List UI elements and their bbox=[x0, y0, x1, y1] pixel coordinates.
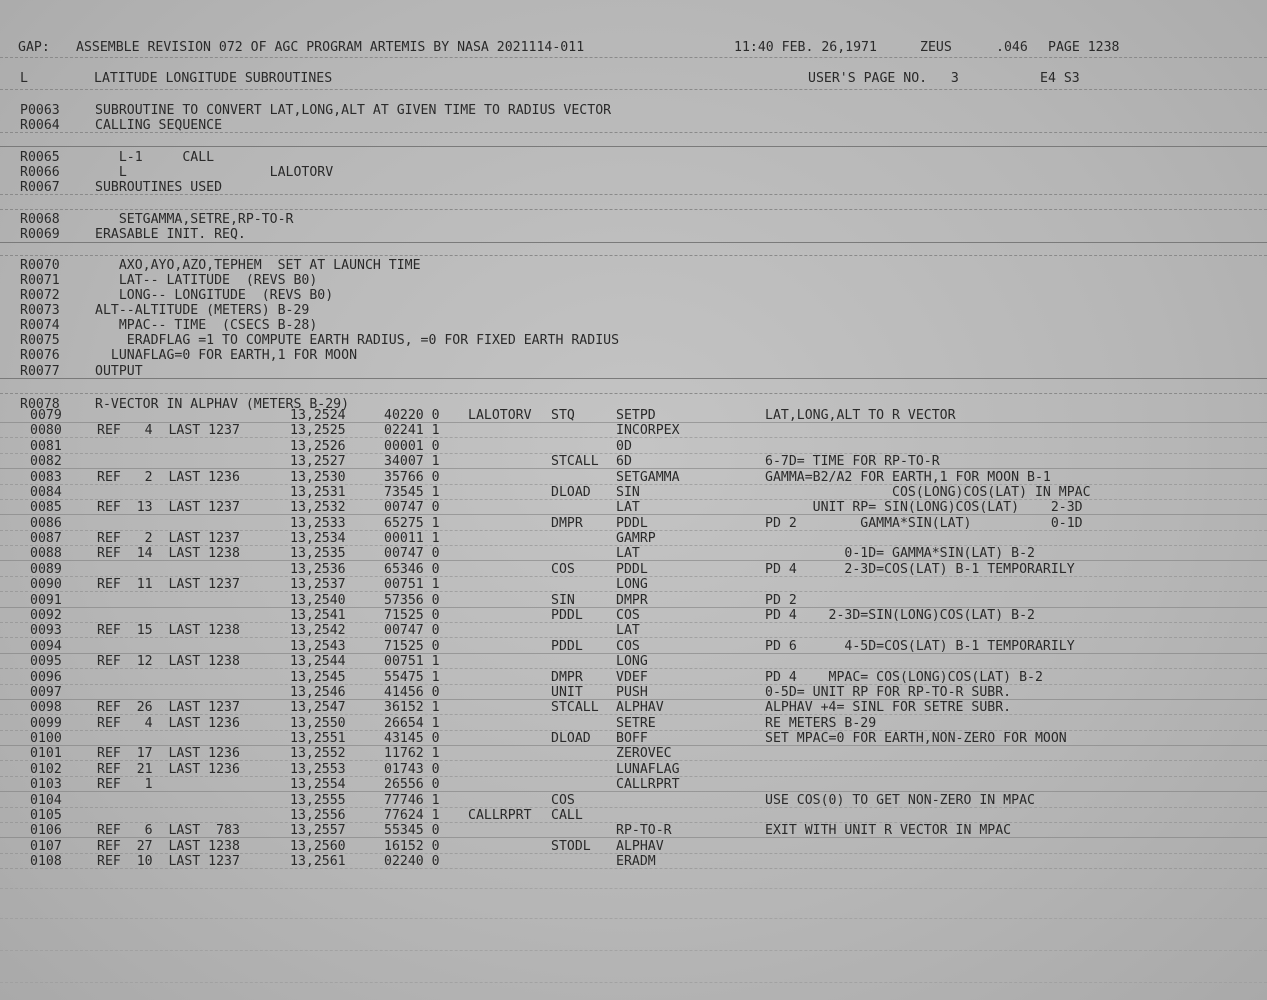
line-number: 0105 bbox=[30, 807, 62, 823]
operand: LONG bbox=[616, 654, 648, 670]
line-number: R0075 bbox=[20, 333, 60, 348]
remark-text: SUBROUTINE TO CONVERT LAT,LONG,ALT AT GIVEN TIME TO RADIUS VECTOR bbox=[95, 103, 612, 118]
comment: LAT,LONG,ALT TO R VECTOR bbox=[765, 408, 956, 423]
remark-text: MPAC-- TIME (CSECS B-28) bbox=[95, 318, 318, 333]
operand: 0D bbox=[616, 438, 632, 454]
opcode: DMPR bbox=[551, 515, 583, 531]
address: 13,2547 bbox=[290, 700, 346, 716]
comment: PD 6 4-5D=COS(LAT) B-1 TEMPORARILY bbox=[765, 638, 1075, 654]
remark-text: ALT--ALTITUDE (METERS) B-29 bbox=[95, 303, 310, 318]
opcode: SIN bbox=[551, 592, 575, 608]
form-line bbox=[0, 982, 1267, 983]
operand: 6D bbox=[616, 454, 632, 470]
operand: SETPD bbox=[616, 408, 656, 423]
operand: PDDL bbox=[616, 561, 648, 577]
ref-field: REF 6 LAST 783 bbox=[97, 823, 240, 839]
line-number: R0077 bbox=[20, 364, 60, 379]
octal-word: 00011 1 bbox=[384, 531, 440, 546]
octal-word: 43145 0 bbox=[384, 731, 440, 746]
line-number: P0063 bbox=[20, 103, 60, 118]
section-title: LATITUDE LONGITUDE SUBROUTINES bbox=[94, 71, 333, 86]
opcode: CALL bbox=[551, 807, 583, 823]
octal-word: 16152 0 bbox=[384, 838, 440, 854]
label-field: LALOTORV bbox=[468, 408, 532, 423]
octal-word: 00001 0 bbox=[384, 438, 440, 454]
address: 13,2541 bbox=[290, 607, 346, 623]
operand: VDEF bbox=[616, 669, 648, 685]
line-number: R0069 bbox=[20, 227, 60, 242]
opcode: STCALL bbox=[551, 454, 599, 470]
octal-word: 55475 1 bbox=[384, 669, 440, 685]
address: 13,2542 bbox=[290, 623, 346, 639]
comment: ALPHAV +4= SINL FOR SETRE SUBR. bbox=[765, 700, 1012, 716]
address: 13,2536 bbox=[290, 561, 346, 577]
line-number: 0091 bbox=[30, 592, 62, 608]
line-number: 0102 bbox=[30, 761, 62, 777]
address: 13,2546 bbox=[290, 684, 346, 700]
line-number: 0082 bbox=[30, 454, 62, 470]
line-number: 0092 bbox=[30, 607, 62, 623]
line-number: R0074 bbox=[20, 318, 60, 333]
ref-field: REF 4 LAST 1236 bbox=[97, 715, 240, 731]
comment: PD 2 GAMMA*SIN(LAT) 0-1D bbox=[765, 515, 1083, 531]
form-line bbox=[0, 888, 1267, 889]
octal-word: 02240 0 bbox=[384, 854, 440, 869]
separator-rule bbox=[0, 146, 1267, 147]
address: 13,2544 bbox=[290, 654, 346, 670]
line-number: R0064 bbox=[20, 118, 60, 133]
separator-rule bbox=[0, 807, 1267, 808]
assembly-time: 11:40 FEB. 26,1971 bbox=[734, 40, 877, 55]
octal-word: 55345 0 bbox=[384, 823, 440, 839]
line-number: 0098 bbox=[30, 700, 62, 716]
remark-text: ERADFLAG =1 TO COMPUTE EARTH RADIUS, =0 FOR FIXED EARTH RADIUS bbox=[95, 333, 620, 348]
opcode: UNIT bbox=[551, 684, 583, 700]
form-line bbox=[0, 950, 1267, 951]
address: 13,2526 bbox=[290, 438, 346, 454]
ref-field: REF 17 LAST 1236 bbox=[97, 746, 240, 762]
octal-word: 73545 1 bbox=[384, 484, 440, 500]
comment: 0-1D= GAMMA*SIN(LAT) B-2 bbox=[765, 546, 1035, 562]
ref-field: REF 13 LAST 1237 bbox=[97, 500, 240, 516]
operand: COS bbox=[616, 607, 640, 623]
opcode: PDDL bbox=[551, 638, 583, 654]
line-number: 0101 bbox=[30, 746, 62, 762]
address: 13,2561 bbox=[290, 854, 346, 869]
line-number: 0108 bbox=[30, 854, 62, 869]
octal-word: 00751 1 bbox=[384, 577, 440, 593]
line-number: 0089 bbox=[30, 561, 62, 577]
comment: RE METERS B-29 bbox=[765, 715, 877, 731]
octal-word: 71525 0 bbox=[384, 638, 440, 654]
line-number: 0099 bbox=[30, 715, 62, 731]
address: 13,2553 bbox=[290, 761, 346, 777]
address: 13,2552 bbox=[290, 746, 346, 762]
page-number: PAGE 1238 bbox=[1048, 40, 1120, 55]
line-number: 0107 bbox=[30, 838, 62, 854]
operand: ALPHAV bbox=[616, 700, 664, 716]
octal-word: 77746 1 bbox=[384, 792, 440, 808]
line-number: 0100 bbox=[30, 731, 62, 746]
header-rule bbox=[0, 57, 1267, 58]
address: 13,2555 bbox=[290, 792, 346, 808]
operand: LUNAFLAG bbox=[616, 761, 680, 777]
line-number: R0073 bbox=[20, 303, 60, 318]
line-number: 0097 bbox=[30, 684, 62, 700]
line-number: R0068 bbox=[20, 212, 60, 227]
remark-text: ERASABLE INIT. REQ. bbox=[95, 227, 246, 242]
address: 13,2527 bbox=[290, 454, 346, 470]
separator-rule bbox=[0, 255, 1267, 256]
ref-field: REF 1 bbox=[97, 777, 153, 793]
separator-rule bbox=[0, 791, 1267, 792]
octal-word: 57356 0 bbox=[384, 592, 440, 608]
separator-rule bbox=[0, 242, 1267, 243]
line-number: 0086 bbox=[30, 515, 62, 531]
address: 13,2560 bbox=[290, 838, 346, 854]
line-number: 0087 bbox=[30, 531, 62, 546]
line-number: 0080 bbox=[30, 423, 62, 439]
address: 13,2524 bbox=[290, 408, 346, 423]
subheader-rule bbox=[0, 89, 1267, 90]
separator-rule bbox=[0, 393, 1267, 394]
octal-word: 00747 0 bbox=[384, 500, 440, 516]
assembly-id: .046 bbox=[996, 40, 1028, 55]
line-number: R0065 bbox=[20, 150, 60, 165]
line-number: R0072 bbox=[20, 288, 60, 303]
line-number: 0084 bbox=[30, 484, 62, 500]
assembly-user: ZEUS bbox=[920, 40, 952, 55]
operand: SETGAMMA bbox=[616, 469, 680, 485]
label-field: CALLRPRT bbox=[468, 807, 532, 823]
address: 13,2534 bbox=[290, 531, 346, 546]
remark-text: L-1 CALL bbox=[95, 150, 215, 165]
comment: 6-7D= TIME FOR RP-TO-R bbox=[765, 454, 940, 470]
address: 13,2535 bbox=[290, 546, 346, 562]
remark-text: OUTPUT bbox=[95, 364, 143, 379]
line-number: 0090 bbox=[30, 577, 62, 593]
separator-rule bbox=[0, 437, 1267, 438]
line-number: 0083 bbox=[30, 469, 62, 485]
line-number: 0104 bbox=[30, 792, 62, 808]
operand: SETRE bbox=[616, 715, 656, 731]
opcode: STODL bbox=[551, 838, 591, 854]
operand: LAT bbox=[616, 623, 640, 639]
octal-word: 40220 0 bbox=[384, 408, 440, 423]
operand: INCORPEX bbox=[616, 423, 680, 439]
line-number: R0070 bbox=[20, 258, 60, 273]
address: 13,2554 bbox=[290, 777, 346, 793]
separator-rule bbox=[0, 378, 1267, 379]
separator-rule bbox=[0, 194, 1267, 195]
octal-word: 00751 1 bbox=[384, 654, 440, 670]
separator-rule bbox=[0, 132, 1267, 133]
separator-rule bbox=[0, 453, 1267, 454]
address: 13,2545 bbox=[290, 669, 346, 685]
remark-text: L LALOTORV bbox=[95, 165, 334, 180]
comment: SET MPAC=0 FOR EARTH,NON-ZERO FOR MOON bbox=[765, 731, 1067, 746]
address: 13,2530 bbox=[290, 469, 346, 485]
ref-field: REF 4 LAST 1237 bbox=[97, 423, 240, 439]
operand: PUSH bbox=[616, 684, 648, 700]
comment: UNIT RP= SIN(LONG)COS(LAT) 2-3D bbox=[765, 500, 1083, 516]
remark-text: SETGAMMA,SETRE,RP-TO-R bbox=[95, 212, 294, 227]
remark-text: SUBROUTINES USED bbox=[95, 180, 223, 195]
address: 13,2543 bbox=[290, 638, 346, 654]
operand: COS bbox=[616, 638, 640, 654]
comment: PD 4 2-3D=COS(LAT) B-1 TEMPORARILY bbox=[765, 561, 1075, 577]
line-number: R0067 bbox=[20, 180, 60, 195]
octal-word: 77624 1 bbox=[384, 807, 440, 823]
octal-word: 01743 0 bbox=[384, 761, 440, 777]
remark-text: R-VECTOR IN ALPHAV (METERS B-29) bbox=[95, 397, 350, 412]
header-line bbox=[0, 40, 1120, 55]
octal-word: 35766 0 bbox=[384, 469, 440, 485]
opcode: COS bbox=[551, 792, 575, 808]
ref-field: REF 26 LAST 1237 bbox=[97, 700, 240, 716]
octal-word: 26654 1 bbox=[384, 715, 440, 731]
comment: PD 4 2-3D=SIN(LONG)COS(LAT) B-2 bbox=[765, 607, 1035, 623]
operand: BOFF bbox=[616, 731, 648, 746]
operand: GAMRP bbox=[616, 531, 656, 546]
octal-word: 00747 0 bbox=[384, 546, 440, 562]
octal-word: 11762 1 bbox=[384, 746, 440, 762]
operand: LAT bbox=[616, 500, 640, 516]
users-page: USER'S PAGE NO. 3 bbox=[808, 71, 959, 86]
operand: DMPR bbox=[616, 592, 648, 608]
operand: PDDL bbox=[616, 515, 648, 531]
address: 13,2533 bbox=[290, 515, 346, 531]
opcode: STQ bbox=[551, 408, 575, 423]
assembly-title: ASSEMBLE REVISION 072 OF AGC PROGRAM ARTEMIS BY NASA 2021114-011 bbox=[76, 40, 585, 55]
line-number: 0081 bbox=[30, 438, 62, 454]
opcode: STCALL bbox=[551, 700, 599, 716]
ref-field: REF 12 LAST 1238 bbox=[97, 654, 240, 670]
line-number: 0103 bbox=[30, 777, 62, 793]
operand: ALPHAV bbox=[616, 838, 664, 854]
ref-field: REF 15 LAST 1238 bbox=[97, 623, 240, 639]
comment: PD 4 MPAC= COS(LONG)COS(LAT) B-2 bbox=[765, 669, 1043, 685]
address: 13,2556 bbox=[290, 807, 346, 823]
remark-text: LAT-- LATITUDE (REVS B0) bbox=[95, 273, 318, 288]
octal-word: 00747 0 bbox=[384, 623, 440, 639]
remark-text: LONG-- LONGITUDE (REVS B0) bbox=[95, 288, 334, 303]
operand: CALLRPRT bbox=[616, 777, 680, 793]
opcode: PDDL bbox=[551, 607, 583, 623]
address: 13,2525 bbox=[290, 423, 346, 439]
line-number: 0085 bbox=[30, 500, 62, 516]
address: 13,2532 bbox=[290, 500, 346, 516]
form-line bbox=[0, 918, 1267, 919]
ref-field: REF 27 LAST 1238 bbox=[97, 838, 240, 854]
operand: ERADM bbox=[616, 854, 656, 869]
address: 13,2557 bbox=[290, 823, 346, 839]
octal-word: 26556 0 bbox=[384, 777, 440, 793]
line-number: 0093 bbox=[30, 623, 62, 639]
address: 13,2551 bbox=[290, 731, 346, 746]
subheader-line bbox=[0, 71, 1080, 86]
comment: 0-5D= UNIT RP FOR RP-TO-R SUBR. bbox=[765, 684, 1012, 700]
remark-text: CALLING SEQUENCE bbox=[95, 118, 223, 133]
octal-word: 36152 1 bbox=[384, 700, 440, 716]
opcode: DLOAD bbox=[551, 484, 591, 500]
operand: RP-TO-R bbox=[616, 823, 672, 839]
octal-word: 34007 1 bbox=[384, 454, 440, 470]
line-number: R0071 bbox=[20, 273, 60, 288]
remark-text: AXO,AYO,AZO,TEPHEM SET AT LAUNCH TIME bbox=[95, 258, 421, 273]
line-number: 0088 bbox=[30, 546, 62, 562]
ref-field: REF 14 LAST 1238 bbox=[97, 546, 240, 562]
operand: LAT bbox=[616, 546, 640, 562]
section-label: L bbox=[20, 71, 28, 86]
ref-field: REF 2 LAST 1237 bbox=[97, 531, 240, 546]
opcode: DLOAD bbox=[551, 731, 591, 746]
comment: USE COS(0) TO GET NON-ZERO IN MPAC bbox=[765, 792, 1035, 808]
ref-field: REF 11 LAST 1237 bbox=[97, 577, 240, 593]
operand: LONG bbox=[616, 577, 648, 593]
separator-rule bbox=[0, 209, 1267, 210]
line-number: 0095 bbox=[30, 654, 62, 670]
operand: ZEROVEC bbox=[616, 746, 672, 762]
section-code: E4 S3 bbox=[1040, 71, 1080, 86]
comment: PD 2 bbox=[765, 592, 797, 608]
line-number: R0066 bbox=[20, 165, 60, 180]
separator-rule bbox=[0, 868, 1267, 869]
ref-field: REF 10 LAST 1237 bbox=[97, 854, 240, 869]
address: 13,2550 bbox=[290, 715, 346, 731]
opcode: DMPR bbox=[551, 669, 583, 685]
ref-field: REF 2 LAST 1236 bbox=[97, 469, 240, 485]
ref-field: REF 21 LAST 1236 bbox=[97, 761, 240, 777]
line-number: 0096 bbox=[30, 669, 62, 685]
comment: GAMMA=B2/A2 FOR EARTH,1 FOR MOON B-1 bbox=[765, 469, 1051, 485]
address: 13,2531 bbox=[290, 484, 346, 500]
octal-word: 02241 1 bbox=[384, 423, 440, 439]
octal-word: 41456 0 bbox=[384, 684, 440, 700]
operand: SIN bbox=[616, 484, 640, 500]
line-number: R0076 bbox=[20, 348, 60, 363]
line-number: 0094 bbox=[30, 638, 62, 654]
octal-word: 65346 0 bbox=[384, 561, 440, 577]
comment: COS(LONG)COS(LAT) IN MPAC bbox=[765, 484, 1091, 500]
line-number: 0106 bbox=[30, 823, 62, 839]
address: 13,2537 bbox=[290, 577, 346, 593]
line-number: R0078 bbox=[20, 397, 60, 412]
comment: EXIT WITH UNIT R VECTOR IN MPAC bbox=[765, 823, 1012, 839]
address: 13,2540 bbox=[290, 592, 346, 608]
remark-text: LUNAFLAG=0 FOR EARTH,1 FOR MOON bbox=[95, 348, 358, 363]
opcode: COS bbox=[551, 561, 575, 577]
octal-word: 71525 0 bbox=[384, 607, 440, 623]
line-number: 0079 bbox=[30, 408, 62, 423]
octal-word: 65275 1 bbox=[384, 515, 440, 531]
gap-label: GAP: bbox=[18, 40, 50, 55]
